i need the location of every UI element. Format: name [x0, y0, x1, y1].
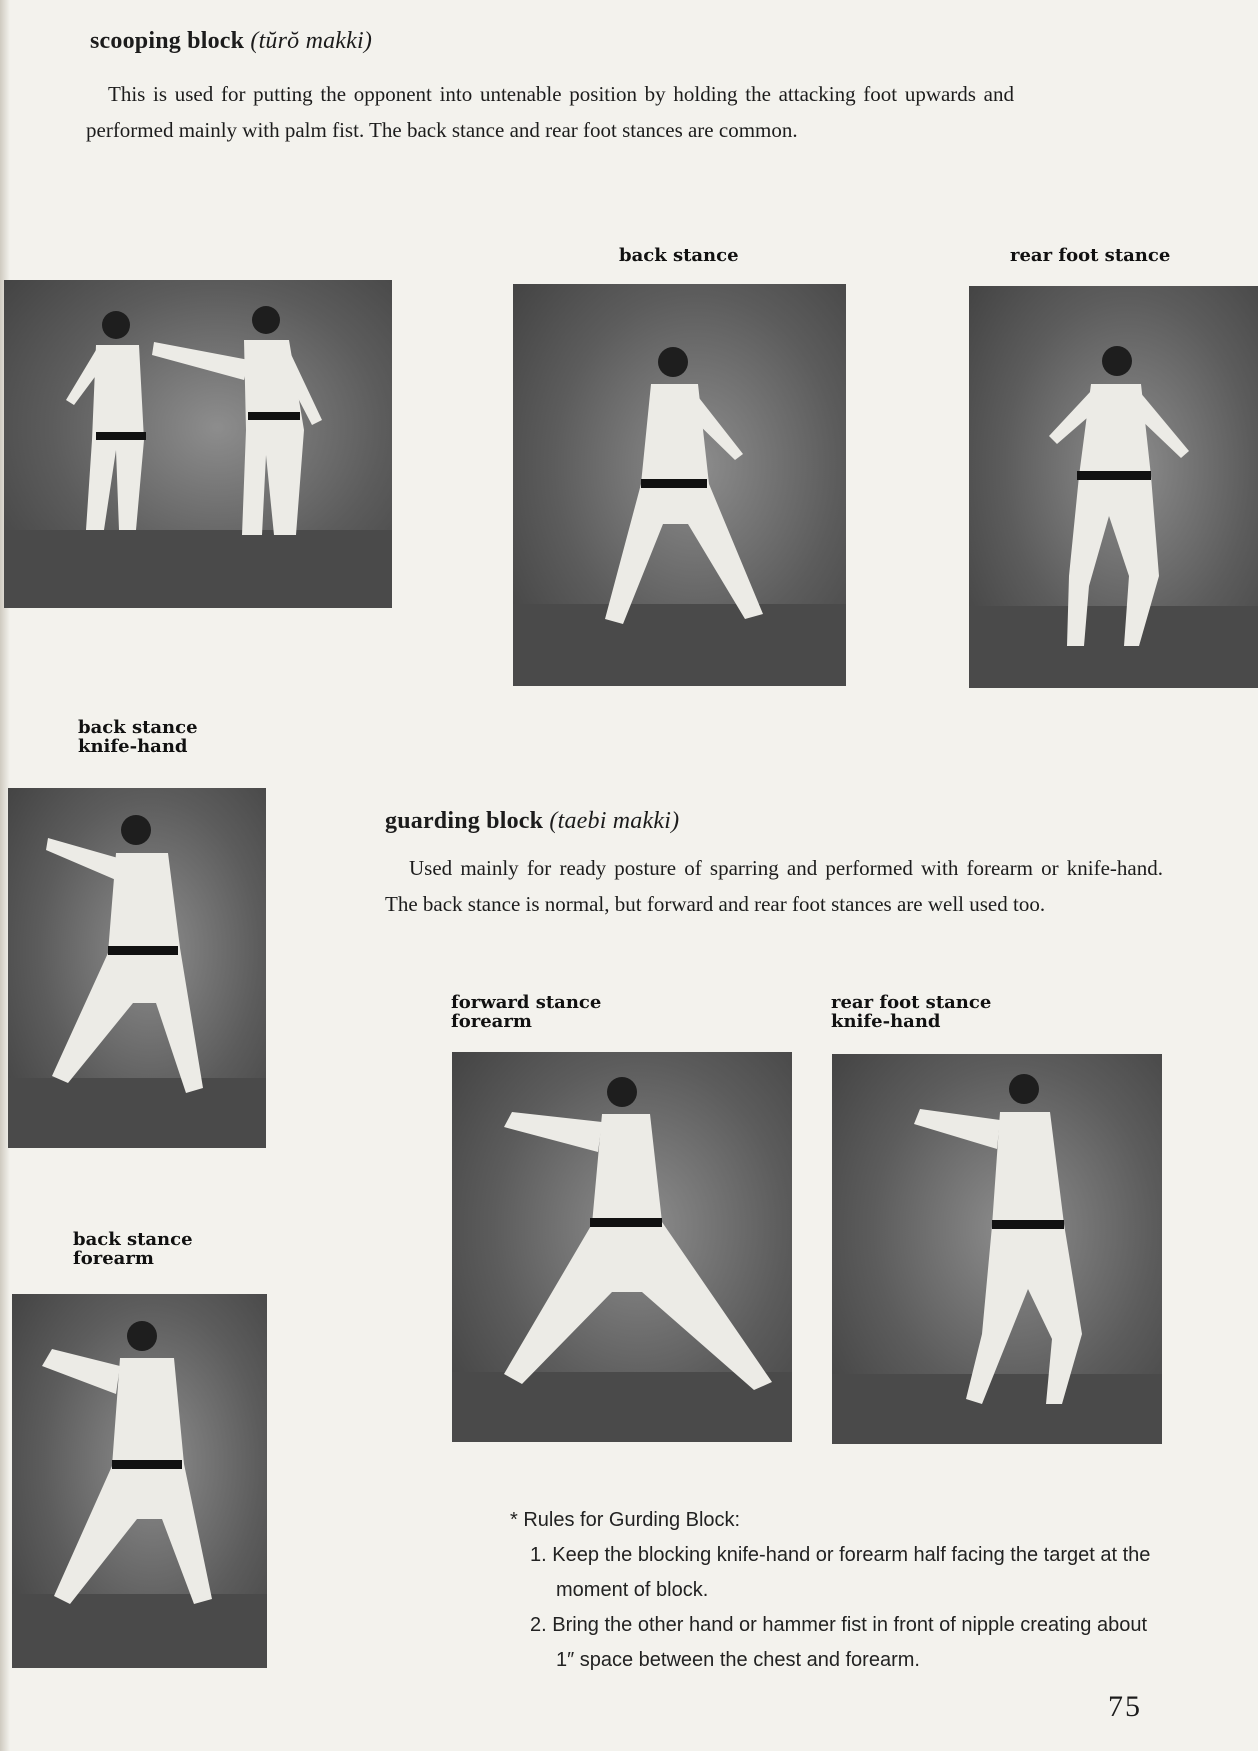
scooping-block-subtitle: (tŭrŏ makki): [250, 28, 373, 54]
caption-line-2: knife-hand: [78, 736, 188, 757]
photo-rear-foot-stance-knife-hand: [832, 1054, 1162, 1444]
scooping-block-paragraph: This is used for putting the opponent into untenable position by holding the attacking foot upwards and performed mainly with palm fist. The back stance and rear foot stances are common.: [86, 82, 1014, 142]
guarding-block-subtitle: (taebi makki): [549, 808, 680, 834]
photo-forearm-figure: [12, 1294, 267, 1668]
caption-forward-stance-forearm: [451, 993, 601, 1031]
caption-line-1: back stance: [78, 717, 198, 738]
scooping-block-title: scooping block: [90, 28, 245, 54]
guarding-block-title: guarding block: [385, 808, 544, 834]
page-number: 75: [1108, 1690, 1142, 1723]
photo-rfs-knife-figure: [832, 1054, 1162, 1444]
rule-item-1: 1. Keep the blocking knife-hand or forearm half facing the target at the moment of block.: [530, 1544, 1151, 1601]
photo-rear-foot-stance: [969, 286, 1258, 688]
caption-line-1: rear foot stance: [831, 992, 992, 1013]
photo-back-stance-forearm: [12, 1294, 267, 1668]
guarding-block-paragraph: Used mainly for ready posture of sparring and performed with forearm or knife-hand. The back stance is normal, but forward and rear foot stances are well used too.: [385, 856, 1163, 916]
guarding-block-heading: [385, 808, 679, 835]
photo-forward-stance-figure: [452, 1052, 792, 1442]
caption-line-2: forearm: [451, 1011, 532, 1032]
photo-back-stance-knife-hand: [8, 788, 266, 1148]
caption-rear-foot-stance-knife-hand: [831, 993, 991, 1031]
photo-pair-figures: [4, 280, 392, 608]
photo-rear-foot-stance-figure: [969, 286, 1258, 688]
photo-back-stance: [513, 284, 846, 686]
caption-line-2: knife-hand: [831, 1011, 941, 1032]
photo-back-stance-figure: [513, 284, 846, 686]
photo-knife-hand-figure: [8, 788, 266, 1148]
caption-line-2: forearm: [73, 1248, 154, 1269]
rules-heading: * Rules for Gurding Block:: [510, 1509, 741, 1531]
caption-back-stance: back stance: [619, 245, 739, 266]
caption-back-stance-forearm: [73, 1230, 193, 1268]
rules-guarding-block: [510, 1503, 1160, 1678]
caption-line-1: back stance: [73, 1229, 193, 1250]
caption-line-1: forward stance: [451, 992, 602, 1013]
caption-rear-foot-stance: rear foot stance: [1010, 245, 1171, 266]
photo-forward-stance-forearm: [452, 1052, 792, 1442]
photo-scooping-block-pair: [4, 280, 392, 608]
scooping-block-heading: [90, 28, 372, 55]
rule-item-2: 2. Bring the other hand or hammer fist in front of nipple creating about 1″ space between the chest and forearm.: [530, 1614, 1148, 1671]
caption-back-stance-knife-hand: [78, 718, 198, 756]
